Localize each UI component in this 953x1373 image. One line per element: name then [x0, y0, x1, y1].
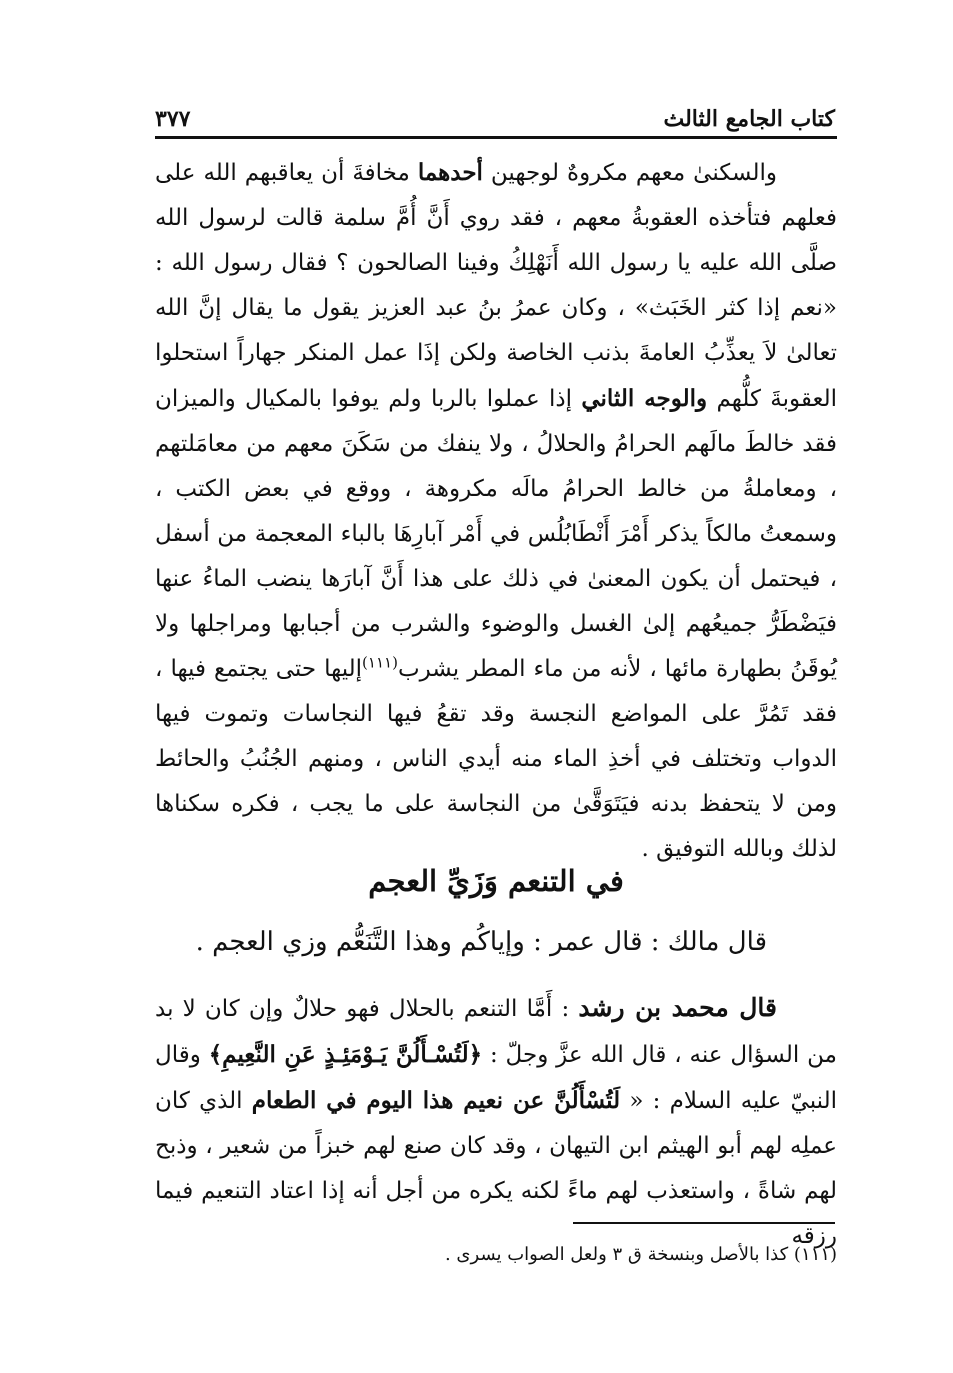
- second-reason-label: والوجه الثاني: [581, 385, 708, 412]
- page-header-title: كتاب الجامع الثالث: [663, 106, 835, 132]
- paragraph-1-part-2: مخافةَ أن يعاقبهم الله على فعلهم فتأخذه العقوبةُ معهم ، فقد روي أَنَّ أُمَّ سلمة قالت لرسول الله صلَّى الله عليه يا رسول الله أَنَهْلِكُ وفينا الصالحون ؟ فقال رسول الله : «نعم إذا كثر الخَبَث» ، وكان عمرُ بنُ عبد العزيز يقول ما يقال إنَّ الله تعالىٰ لاَ يعذِّبُ العامةَ بذنب الخاصة ولكن إذَا عمل المنكر جهاراً استحلوا العقوبةَ كلُّهم: [155, 160, 837, 412]
- section-heading: في التنعم وَزَيِّ العجم: [368, 864, 624, 898]
- paragraph-2-part-3: الذي كان عملِه لهم أبو الهيثم ابن التيهان ، وقد كان صنع لهم خبزاً من شعير ، وذبح لهم شاةً ، واستعذب لهم ماءً لكنه يكره من أجل أنه إذا اعتاد التنعيم فيما رزقه: [155, 1088, 837, 1249]
- main-text-block: [155, 150, 837, 872]
- paragraph-1: [155, 150, 837, 872]
- hadith-text: لَتُسْأَلُنَّ عن نعيم هذا اليوم في الطعام: [251, 1087, 621, 1114]
- page-number: ٣٧٧: [155, 106, 191, 132]
- running-header: [155, 92, 835, 132]
- paragraph-2-part-2: وقال النبيّ عليه السلام : «: [155, 1042, 837, 1114]
- commentary-text-block: [155, 985, 837, 1259]
- first-reason-label: أحدهما: [417, 159, 483, 186]
- commentator-name: قال محمد بن رشد: [578, 993, 777, 1022]
- header-rule: [155, 136, 837, 139]
- paragraph-1-part-4: إليها حتى يجتمع فيها ، فقد تَمُرَّ على المواضع النجسة وقد تقعُ فيها النجاسات وتموت فيها الدواب وتختلف في أخذِ الماء منه أيدي الناس ، ومنهم الجُنُبُ والحائط ومن لا يتحفظ بدنه فيَتَوَقَّىٰ من النجاسة على ما يجب ، فكره سكناها لذلك وبالله التوفيق .: [155, 656, 837, 862]
- malik-quote: قال مالك : قال عمر : وإياكُم وهذا التَّنَعُّم وزي العجم .: [195, 927, 767, 957]
- footnote-separator: [573, 1222, 835, 1224]
- paragraph-2-part-1: : أَمَّا التنعم بالحلال فهو حلالٌ وإن كان لا بد من السؤال عنه ، قال الله عزَّ وجلّ :: [155, 996, 837, 1068]
- quran-verse: ﴿لَتُسْـأَلُنَّ يَـوْمَئِـذٍ عَنِ النَّعِيمِ﴾: [208, 1041, 483, 1068]
- paragraph-1-part-3: إذا عملوا بالربا ولم يوفوا بالمكيال والميزان فقد خالطَ مالَهم الحرامُ والحلالُ ، ولا ينفك من سَكَنَ معهم من معامَلتهم ، ومعاملةُ من خالط الحرامُ مالَه مكروهة ، ووقع في بعض الكتب ، وسمعتُ مالكاً يذكر أَمْرَ أَنْطَابُلُس في أَمْر آبارِهَا بالباء المعجمة من أسفل ، فيحتمل أن يكون المعنىٰ في ذلك على هذا أَنَّ آبارَها ينضب الماءُ عنها فيَضْطَرُّ جميعُهم إلىٰ الغسل والوضوء والشرب من أجبابها ومراجلها ولا يُوقَنُ بطهارة مائها ، لأنه من ماء المطر يشرب: [155, 386, 837, 682]
- paragraph-1-part-1: والسكنىٰ معهم مكروهٌ لوجهين: [482, 160, 777, 186]
- paragraph-2: [155, 985, 837, 1259]
- footnote-111: (١١١) كذا بالأصل وبنسخة ق ٣ ولعل الصواب يسرى .: [444, 1244, 837, 1265]
- footnote-reference: (١١١): [362, 653, 398, 672]
